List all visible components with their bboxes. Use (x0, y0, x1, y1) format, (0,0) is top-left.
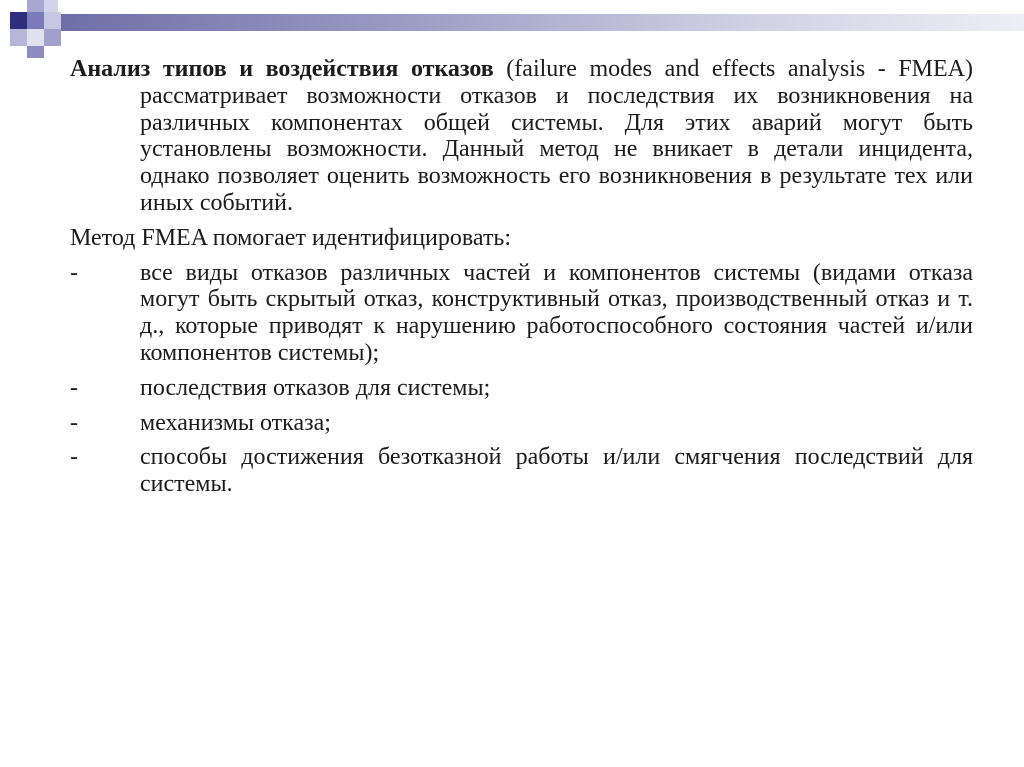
decorative-square (27, 29, 44, 46)
list-item (70, 260, 973, 367)
list-item-text: все виды отказов различных частей и компонентов системы (видами отказа могут быть скрытый отказ, конструктивный отказ, производственный отказ и т. д., которые приводят к нарушению работоспособного состояния частей и/или компонентов системы); (140, 259, 973, 366)
decorative-square (44, 0, 58, 12)
fmea-list (70, 260, 973, 498)
list-item (70, 375, 973, 402)
list-dash: - (70, 259, 78, 286)
list-item-text: способы достижения безотказной работы и/или смягчения последствий для системы. (140, 444, 973, 498)
list-item (70, 410, 973, 437)
list-item-text: механизмы отказа; (140, 409, 331, 436)
decorative-square (10, 29, 27, 46)
list-item-text: последствия отказов для системы; (140, 374, 491, 401)
decorative-square (44, 12, 61, 29)
slide-body (70, 56, 973, 506)
list-item (70, 444, 973, 498)
lead-in-text: Метод FMEA помогает идентифицировать: (70, 224, 512, 251)
decorative-square (27, 12, 44, 29)
list-dash: - (70, 409, 78, 436)
header-gradient-bar (61, 14, 1024, 31)
decorative-square (27, 46, 44, 58)
intro-paragraph (70, 56, 973, 217)
decorative-square (10, 12, 27, 29)
list-dash: - (70, 374, 78, 401)
intro-bold-lead: Анализ типов и воздействия отказов (70, 56, 494, 82)
list-dash: - (70, 444, 78, 471)
decorative-square (27, 0, 44, 12)
intro-text: (failure modes and effects analysis - FMEA) рассматривает возможности отказов и последствия их возникновения на различных компонентах общей системы. Для этих аварий могут быть установлены возможности. Данный метод не вникает в детали инцидента, однако позволяет оценить возможность его возникновения в результате тех или иных событий. (140, 56, 973, 216)
decorative-square (44, 29, 61, 46)
